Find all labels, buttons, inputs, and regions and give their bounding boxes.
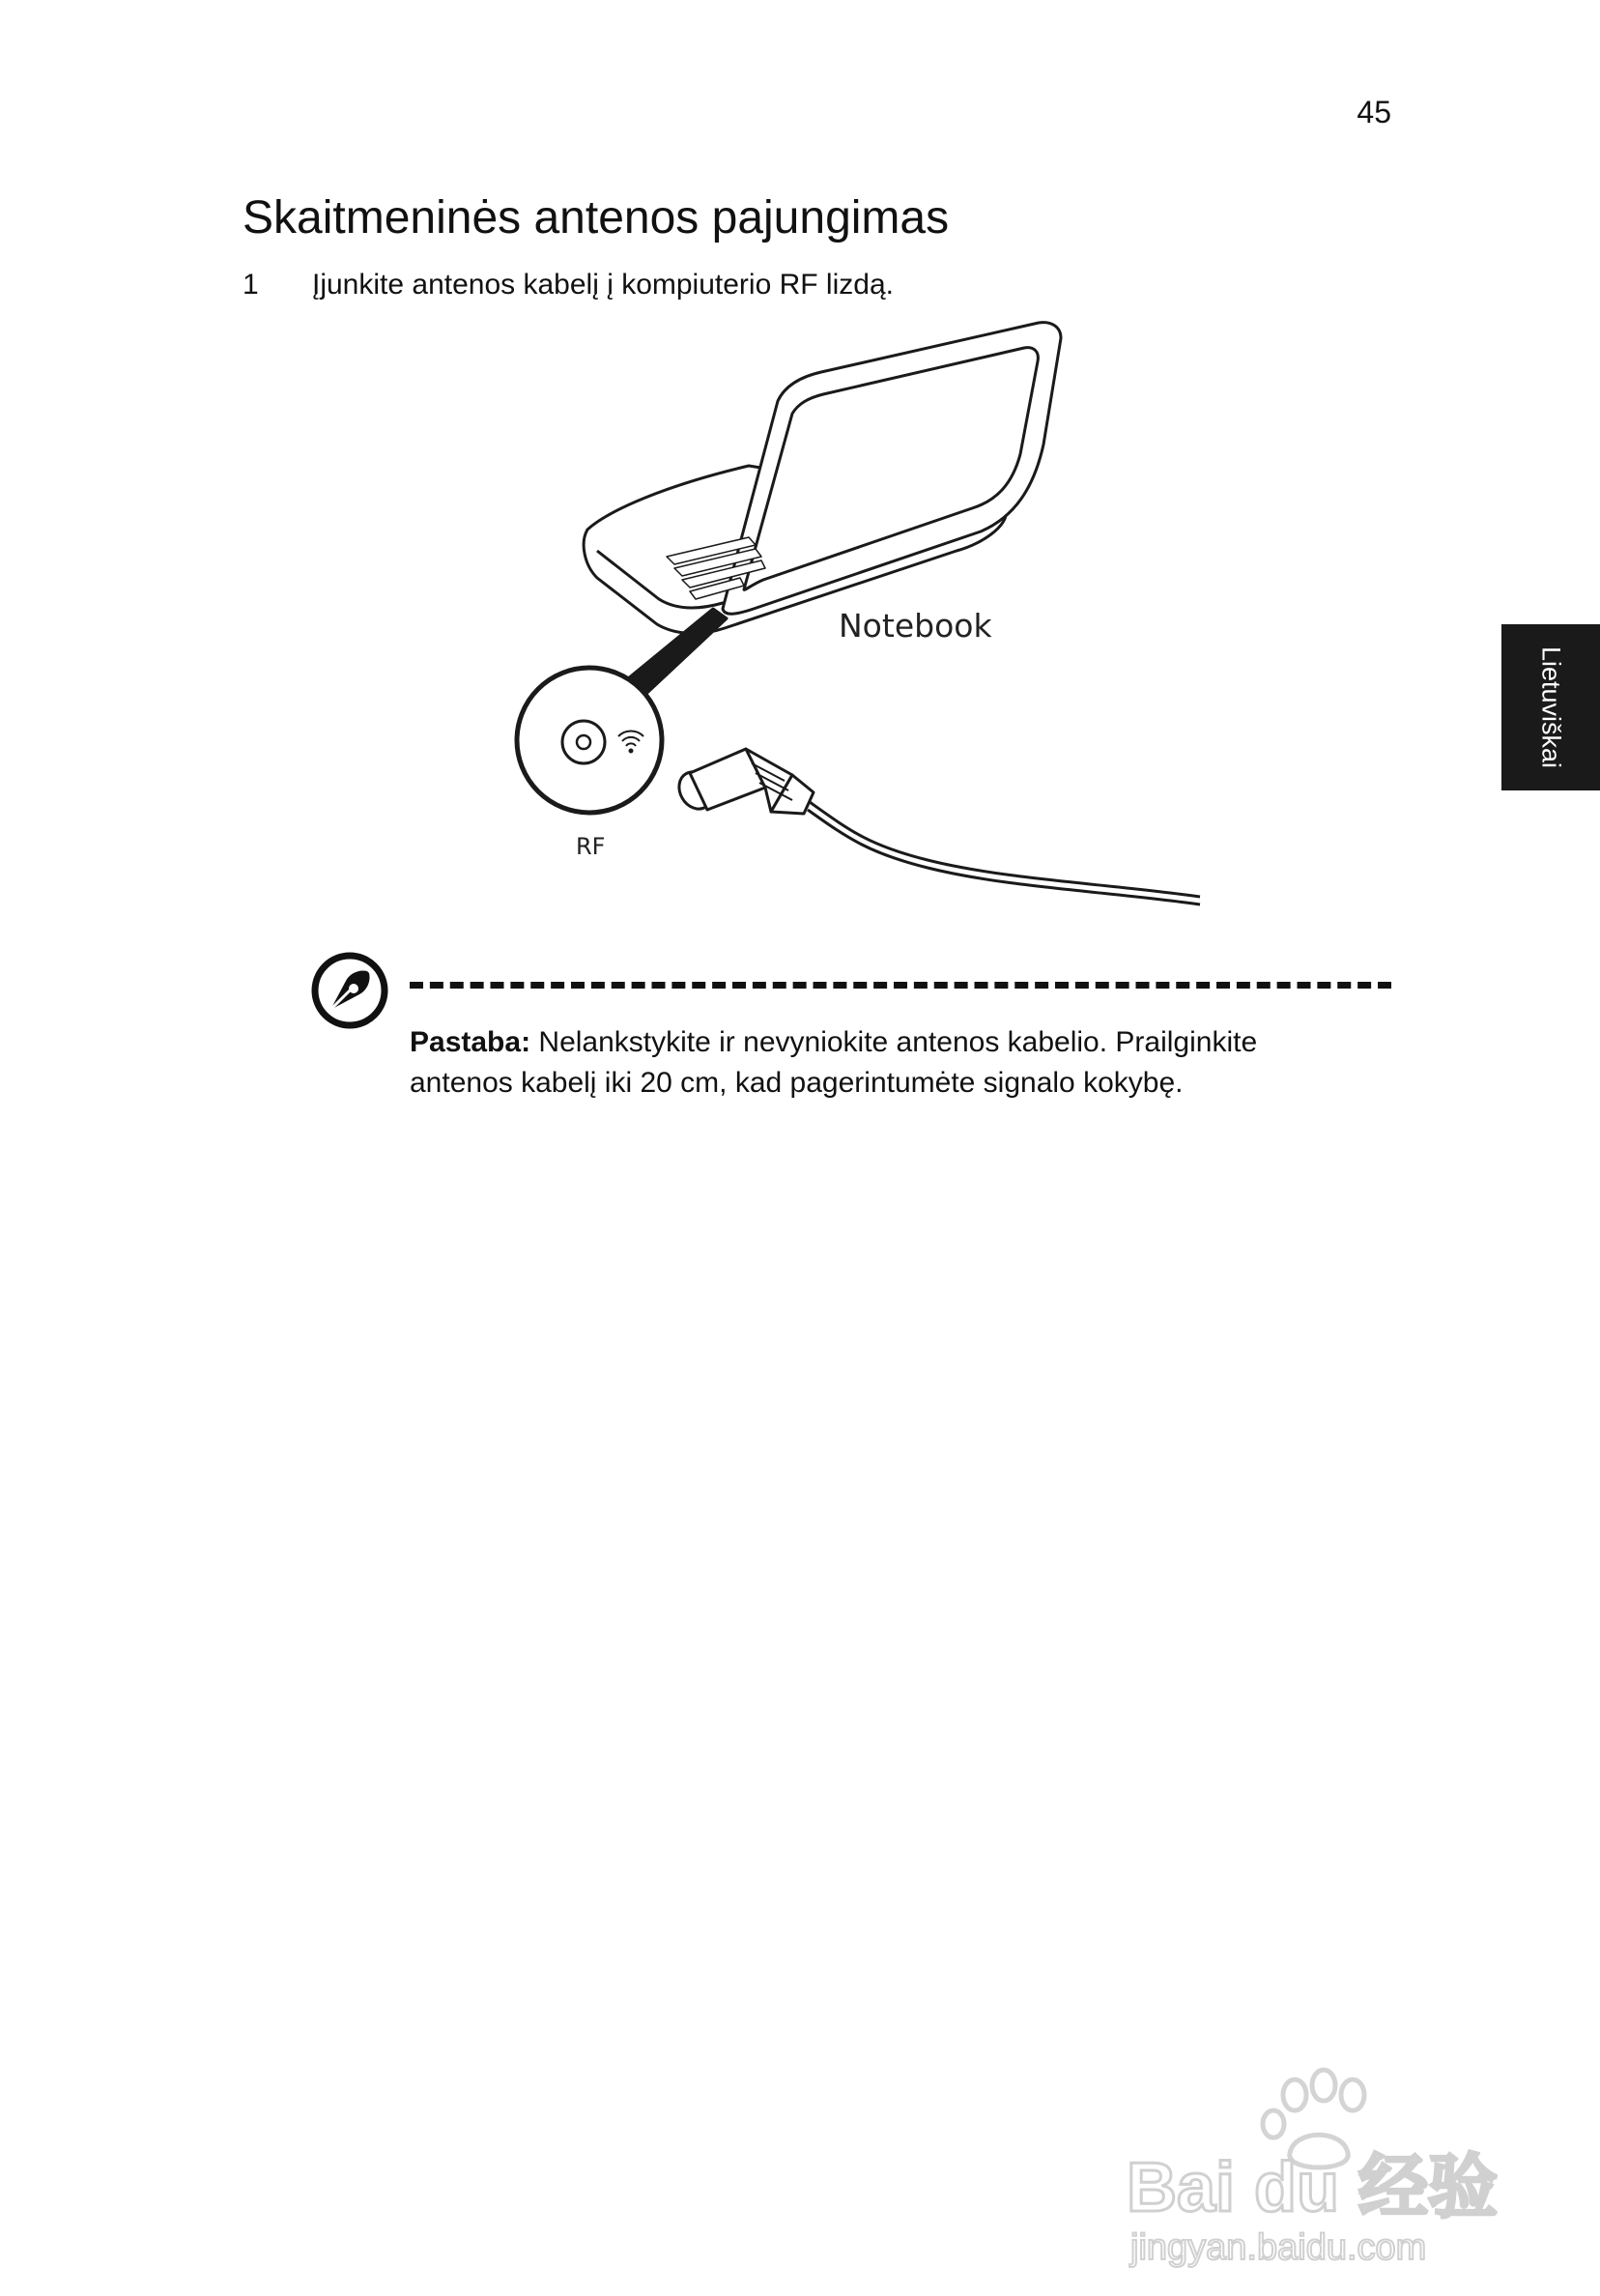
- watermark-brand: Bai du 经验: [1127, 2149, 1499, 2226]
- page-title: Skaitmeninės antenos pajungimas: [243, 192, 950, 244]
- coax-plug: [672, 749, 814, 815]
- language-tab-label: Lietuviškai: [1536, 646, 1566, 769]
- step-number: 1: [243, 269, 259, 301]
- watermark-url: jingyan.baidu.com: [1130, 2227, 1427, 2268]
- step-item: [243, 269, 894, 301]
- rf-port-label: RF: [576, 833, 606, 860]
- note-body: Nelankstykite ir nevyniokite antenos kabelio. Prailginkite antenos kabelį iki 20 cm, kad pagerintumėte signalo kokybę.: [410, 1026, 1258, 1099]
- note-pen-icon: [311, 952, 388, 1029]
- baidu-watermark: [1121, 2047, 1507, 2269]
- note-label: Pastaba:: [410, 1026, 531, 1058]
- step-text: Įjunkite antenos kabelį į kompiuterio RF lizdą.: [312, 269, 894, 301]
- language-side-tab: [1501, 624, 1600, 790]
- note-text: [410, 1022, 1357, 1104]
- note-divider: [410, 982, 1391, 989]
- page-number: 45: [1357, 95, 1391, 129]
- rf-antenna-illustration: [502, 319, 1237, 918]
- notebook-label: Notebook: [839, 607, 992, 645]
